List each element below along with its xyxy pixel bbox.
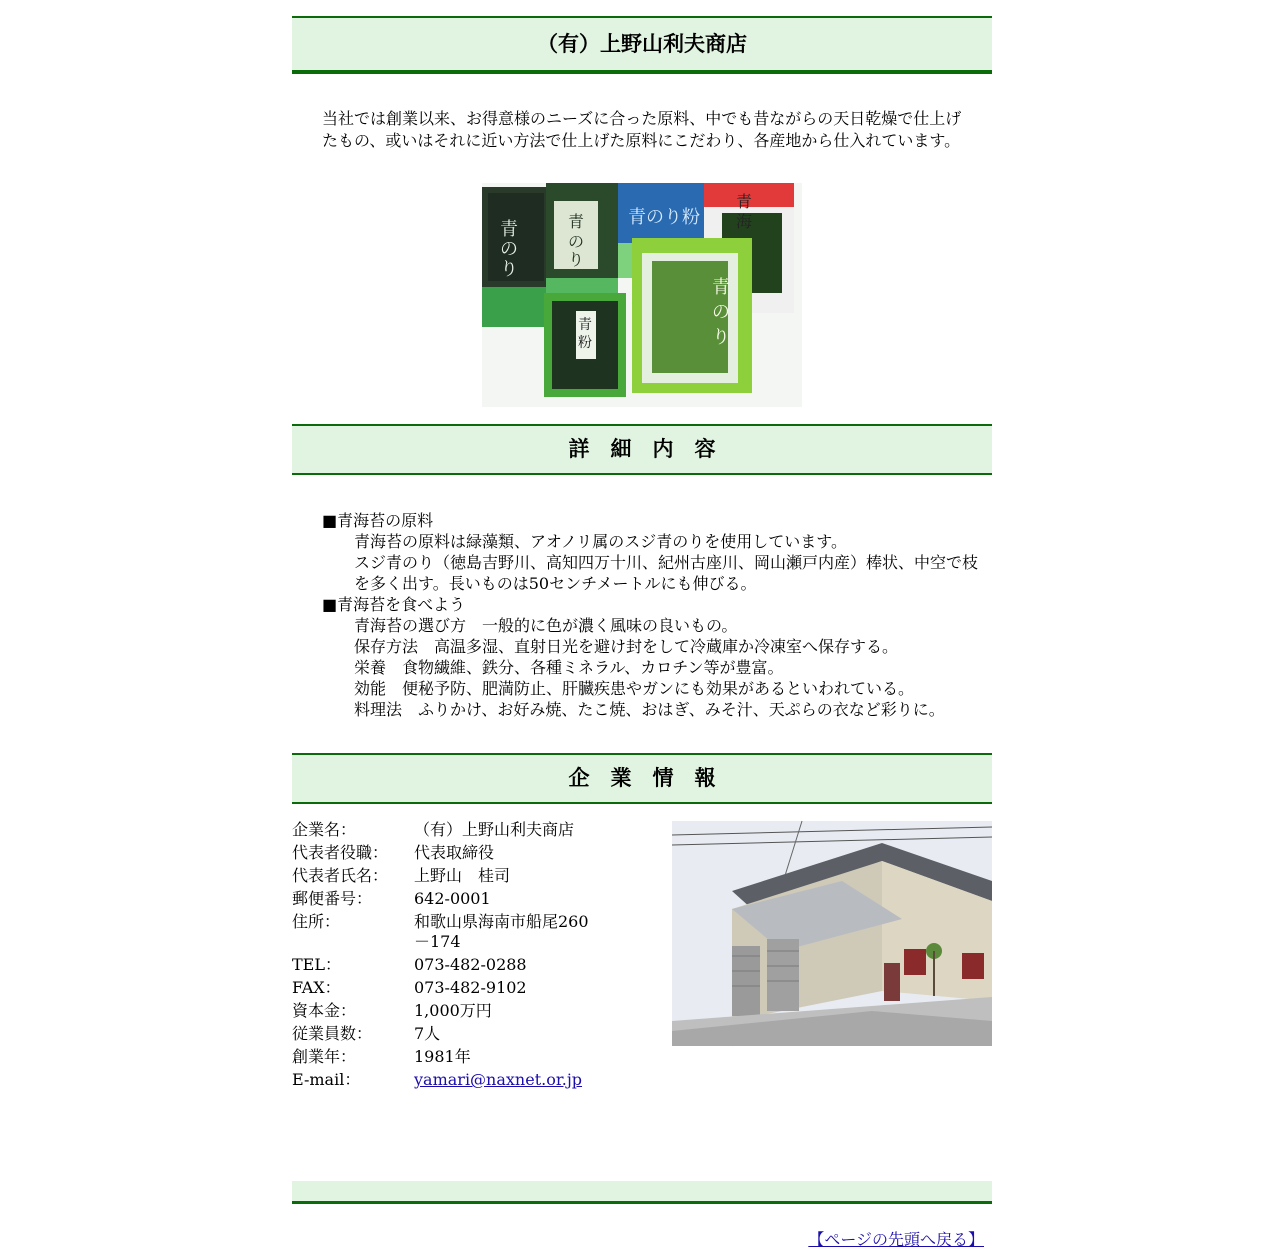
company-info-value: 1981年 bbox=[414, 1047, 471, 1066]
details-line: ■青海苔を食べよう bbox=[322, 595, 466, 614]
company-info-value: 代表取締役 bbox=[414, 843, 495, 862]
details-list bbox=[322, 510, 982, 720]
company-info-value: 073-482-9102 bbox=[414, 978, 527, 997]
svg-text:青: 青 bbox=[500, 219, 518, 240]
email-link[interactable]: yamari@naxnet.or.jp bbox=[414, 1070, 583, 1089]
details-line: ■青海苔の原料 bbox=[322, 511, 434, 530]
company-info-row bbox=[292, 866, 632, 886]
company-info-row bbox=[292, 912, 632, 952]
svg-text:り: り bbox=[500, 259, 518, 280]
company-section-header bbox=[292, 753, 992, 804]
company-info-row bbox=[292, 1024, 632, 1044]
company-info-value: （有）上野山利夫商店 bbox=[414, 820, 575, 839]
svg-text:青: 青 bbox=[568, 212, 585, 231]
page-title-band bbox=[292, 16, 992, 74]
footer-band bbox=[292, 1181, 992, 1204]
company-info-row bbox=[292, 1070, 632, 1090]
warehouse-image bbox=[672, 821, 992, 1046]
company-info-value: 073-482-0288 bbox=[414, 955, 527, 974]
company-info-label: 従業員数： bbox=[292, 1024, 373, 1043]
svg-text:り: り bbox=[568, 250, 585, 269]
company-info-row bbox=[292, 1047, 632, 1067]
company-info-label: 住所： bbox=[292, 912, 341, 931]
company-info-row bbox=[292, 978, 632, 998]
details-section-title: 詳 細 内 容 bbox=[568, 437, 716, 461]
company-info-label: 企業名： bbox=[292, 820, 357, 839]
company-info-label: 代表者役職： bbox=[292, 843, 389, 862]
intro-text: 当社では創業以来、お得意様のニーズに合った原料、中でも昔ながらの天日乾燥で仕上げたもの、或いはそれに近い方法で仕上げた原料にこだわり、各産地から仕入れています。 bbox=[322, 109, 962, 150]
aonori-packages-image bbox=[482, 183, 802, 407]
company-info-row bbox=[292, 820, 632, 840]
company-info-row bbox=[292, 1001, 632, 1021]
company-info-label: 創業年： bbox=[292, 1047, 357, 1066]
details-line: 栄養 食物繊維、鉄分、各種ミネラル、カロチン等が豊富。 bbox=[354, 658, 784, 677]
company-section-title: 企 業 情 報 bbox=[568, 766, 716, 790]
svg-text:青のり粉: 青のり粉 bbox=[628, 207, 700, 228]
company-info-value bbox=[414, 1070, 614, 1090]
company-info-value: 7人 bbox=[414, 1024, 441, 1043]
details-line: 効能 便秘予防、肥満防止、肝臓疾患やガンにも効果があるといわれている。 bbox=[354, 679, 915, 698]
company-info-label: TEL： bbox=[292, 955, 341, 974]
company-info-table bbox=[292, 820, 632, 1093]
svg-text:の: の bbox=[568, 232, 585, 251]
details-line: 青海苔の原料は緑藻類、アオノリ属のスジ青のりを使用しています。 bbox=[354, 532, 847, 551]
page-title: （有）上野山利夫商店 bbox=[537, 32, 747, 56]
company-info-row bbox=[292, 889, 632, 909]
back-to-top-link[interactable]: 【ページの先頭へ戻る】 bbox=[808, 1230, 984, 1249]
email-label: E-mail： bbox=[292, 1070, 361, 1089]
company-info-value: 上野山 桂司 bbox=[414, 866, 511, 885]
svg-text:り: り bbox=[712, 327, 730, 348]
company-info-value: 1,000万円 bbox=[414, 1001, 492, 1020]
company-info-row bbox=[292, 955, 632, 975]
details-line: 料理法 ふりかけ、お好み焼、たこ焼、おはぎ、みそ汁、天ぷらの衣など彩りに。 bbox=[354, 700, 945, 719]
svg-text:海: 海 bbox=[736, 212, 753, 231]
svg-text:の: の bbox=[712, 302, 730, 323]
details-section-header bbox=[292, 424, 992, 475]
company-info-value: 642-0001 bbox=[414, 889, 491, 908]
building-photo bbox=[672, 821, 992, 1046]
company-info-label: 郵便番号： bbox=[292, 889, 373, 908]
svg-text:青: 青 bbox=[578, 317, 592, 333]
svg-text:の: の bbox=[500, 239, 518, 260]
svg-text:粉: 粉 bbox=[578, 335, 592, 351]
company-info-value: 和歌山県海南市船尾260－174 bbox=[414, 912, 589, 951]
details-line: スジ青のり（徳島吉野川、高知四万十川、紀州古座川、岡山瀬戸内産）棒状、中空で枝を多く出す。長いものは50センチメートルにも伸びる。 bbox=[354, 553, 979, 593]
svg-text:青: 青 bbox=[712, 277, 730, 298]
company-info-label: 資本金： bbox=[292, 1001, 357, 1020]
details-line: 保存方法 高温多湿、直射日光を避け封をして冷蔵庫か冷凍室へ保存する。 bbox=[354, 637, 899, 656]
company-info-label: 代表者氏名： bbox=[292, 866, 389, 885]
product-photo bbox=[482, 183, 802, 407]
details-line: 青海苔の選び方 一般的に色が濃く風味の良いもの。 bbox=[354, 616, 738, 635]
company-info-label: FAX： bbox=[292, 978, 341, 997]
company-info-row bbox=[292, 843, 632, 863]
svg-text:青: 青 bbox=[736, 192, 753, 211]
